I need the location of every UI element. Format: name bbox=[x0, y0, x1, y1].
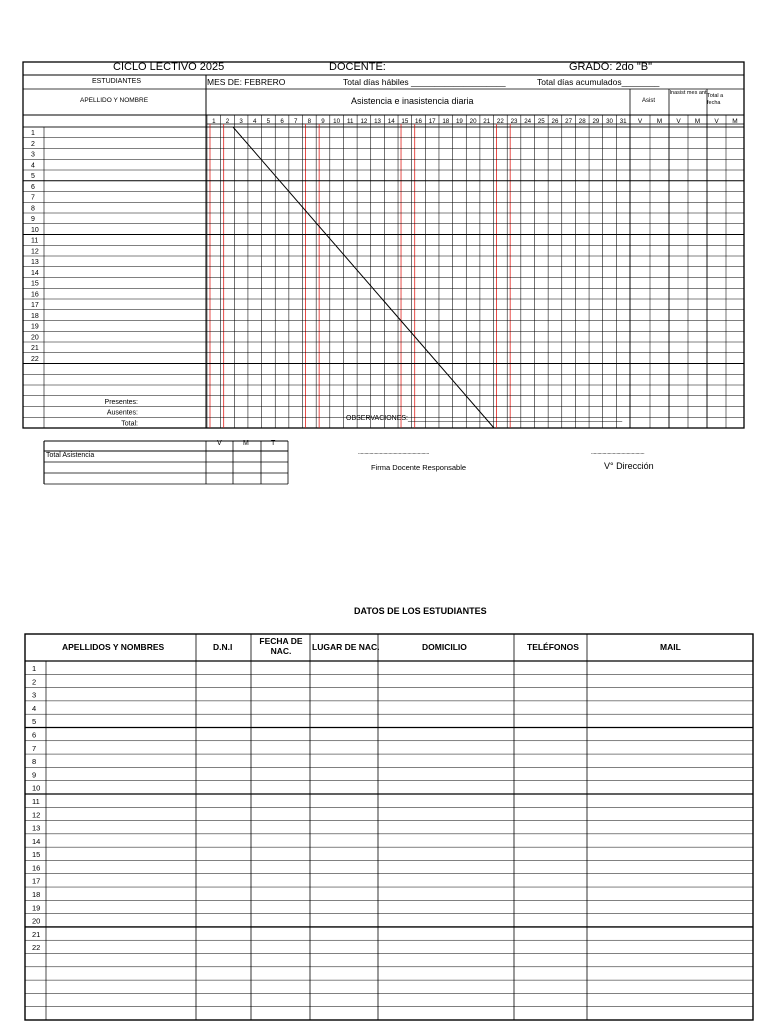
day-number: 26 bbox=[551, 118, 559, 125]
day-number: 4 bbox=[253, 118, 257, 125]
direccion-signature-dots: .......................................... bbox=[591, 450, 645, 456]
row-number: 15 bbox=[31, 280, 39, 288]
datos-row-number: 22 bbox=[32, 943, 41, 953]
day-number: 15 bbox=[401, 118, 409, 125]
day-number: 28 bbox=[578, 118, 586, 125]
day-number: 18 bbox=[442, 118, 450, 125]
asistencia-header: Asistencia e inasistencia diaria bbox=[351, 96, 474, 106]
row-number: 10 bbox=[31, 226, 39, 234]
datos-border bbox=[25, 634, 753, 1020]
apellido-nombre-header: APELLIDO Y NOMBRE bbox=[80, 97, 149, 104]
day-number: 9 bbox=[321, 118, 325, 125]
datos-row-number: 11 bbox=[32, 796, 40, 806]
datos-row-number: 18 bbox=[32, 890, 41, 900]
col-telefonos: TELÉFONOS bbox=[527, 642, 579, 652]
day-number: 13 bbox=[374, 118, 382, 125]
day-number: 2 bbox=[225, 118, 230, 125]
day-number: 7 bbox=[293, 118, 298, 125]
docente-label: DOCENTE: bbox=[329, 61, 386, 73]
day-number: 12 bbox=[360, 118, 368, 125]
col-domicilio: DOMICILIO bbox=[422, 642, 467, 652]
row-number: 3 bbox=[31, 151, 35, 159]
day-number: 20 bbox=[469, 118, 477, 125]
total-fecha-header: Total a fecha bbox=[707, 93, 724, 106]
col-m-label: M bbox=[694, 118, 701, 125]
day-number: 27 bbox=[565, 118, 573, 125]
observaciones-line: OBSERVACIONES:_______________________________________________________ bbox=[346, 415, 623, 422]
total-dias-habiles: Total días hábiles ____________________ bbox=[343, 77, 506, 87]
day-number: 24 bbox=[524, 118, 532, 125]
day-number: 31 bbox=[619, 118, 627, 125]
datos-row-number: 10 bbox=[32, 783, 41, 793]
day-number: 5 bbox=[266, 118, 271, 125]
day-number: 10 bbox=[333, 118, 341, 125]
day-number: 19 bbox=[455, 118, 463, 125]
row-number: 4 bbox=[31, 162, 35, 170]
col-v-label: V bbox=[637, 118, 643, 125]
row-number: 5 bbox=[31, 173, 35, 180]
datos-row-number: 3 bbox=[32, 690, 37, 700]
datos-row-number: 20 bbox=[32, 916, 41, 926]
datos-row-number: 14 bbox=[32, 836, 41, 846]
row-number: 17 bbox=[31, 302, 39, 309]
col-lugar-nac: LUGAR DE NAC. bbox=[312, 642, 380, 652]
day-number: 25 bbox=[537, 118, 545, 125]
grado-label: GRADO: 2do "B" bbox=[569, 61, 653, 73]
datos-row-number: 6 bbox=[32, 730, 37, 740]
datos-row-number: 13 bbox=[32, 823, 41, 833]
total-dias-acumulados: Total días acumulados________ bbox=[537, 77, 660, 87]
ciclo-lectivo: CICLO LECTIVO 2025 bbox=[113, 61, 225, 73]
footer-row-label: Total: bbox=[121, 420, 138, 428]
inasist-header: Inasist mes ant bbox=[669, 90, 707, 96]
row-number: 12 bbox=[31, 248, 39, 256]
total-asistencia-label: Total Asistencia bbox=[46, 452, 95, 459]
datos-row-number: 8 bbox=[32, 757, 37, 767]
col-apellidos: APELLIDOS Y NOMBRES bbox=[62, 642, 165, 652]
row-number: 6 bbox=[31, 183, 35, 191]
summary-col-t: T bbox=[271, 440, 276, 447]
summary-col-m: M bbox=[243, 440, 249, 447]
estudiantes-label: ESTUDIANTES bbox=[92, 78, 142, 85]
day-number: 29 bbox=[592, 118, 600, 125]
col-v-label: V bbox=[714, 118, 719, 125]
datos-row-number: 17 bbox=[32, 876, 41, 886]
datos-row-number: 21 bbox=[32, 929, 41, 939]
row-number: 19 bbox=[31, 323, 39, 331]
datos-row-number: 1 bbox=[32, 664, 37, 673]
footer-row-label: Presentes: bbox=[104, 398, 138, 406]
datos-title: DATOS DE LOS ESTUDIANTES bbox=[354, 606, 487, 616]
day-number: 14 bbox=[387, 118, 395, 125]
day-number: 6 bbox=[280, 118, 284, 125]
col-m-label: M bbox=[656, 118, 663, 125]
datos-row-number: 7 bbox=[32, 743, 37, 753]
day-number: 17 bbox=[428, 118, 436, 125]
row-number: 9 bbox=[31, 216, 35, 223]
row-number: 22 bbox=[31, 355, 39, 363]
row-number: 11 bbox=[31, 237, 39, 245]
day-number: 22 bbox=[496, 118, 504, 125]
row-number: 1 bbox=[31, 130, 35, 137]
row-number: 20 bbox=[31, 334, 39, 342]
row-number: 2 bbox=[31, 140, 35, 148]
col-m-label: M bbox=[732, 118, 738, 125]
row-number: 8 bbox=[31, 205, 35, 213]
docente-signature-dots: ........................................................ bbox=[358, 450, 429, 456]
datos-row-number: 12 bbox=[32, 810, 41, 820]
row-number: 7 bbox=[31, 194, 35, 202]
day-number: 11 bbox=[347, 118, 354, 125]
direccion-signature-label: V° Dirección bbox=[604, 461, 654, 471]
datos-row-number: 15 bbox=[32, 850, 41, 860]
col-fecha-nac: FECHA DE NAC. bbox=[259, 636, 303, 656]
col-dni: D.N.I bbox=[213, 642, 233, 652]
datos-row-number: 19 bbox=[32, 903, 41, 913]
day-number: 8 bbox=[307, 118, 312, 125]
row-number: 21 bbox=[31, 345, 39, 352]
datos-row-number: 2 bbox=[32, 677, 37, 687]
row-number: 16 bbox=[31, 291, 39, 299]
row-number: 18 bbox=[31, 312, 39, 320]
datos-row-number: 5 bbox=[32, 717, 37, 727]
day-number: 1 bbox=[212, 118, 216, 125]
col-v-label: V bbox=[676, 118, 681, 125]
col-mail: MAIL bbox=[660, 642, 681, 652]
docente-signature-label: Firma Docente Responsable bbox=[371, 463, 467, 472]
day-number: 21 bbox=[483, 118, 491, 125]
mes-label: MES DE: FEBRERO bbox=[207, 77, 286, 87]
day-number: 16 bbox=[415, 118, 422, 125]
datos-row-number: 4 bbox=[32, 703, 37, 713]
row-number: 14 bbox=[31, 269, 39, 277]
day-number: 23 bbox=[510, 118, 518, 125]
summary-col-v: V bbox=[217, 440, 222, 447]
row-number: 13 bbox=[31, 259, 39, 266]
datos-row-number: 9 bbox=[32, 770, 37, 780]
day-number: 3 bbox=[239, 118, 243, 125]
footer-row-label: Ausentes: bbox=[106, 409, 138, 417]
asist-header: Asist bbox=[642, 98, 656, 104]
day-number: 30 bbox=[606, 118, 613, 125]
datos-row-number: 16 bbox=[32, 863, 41, 873]
